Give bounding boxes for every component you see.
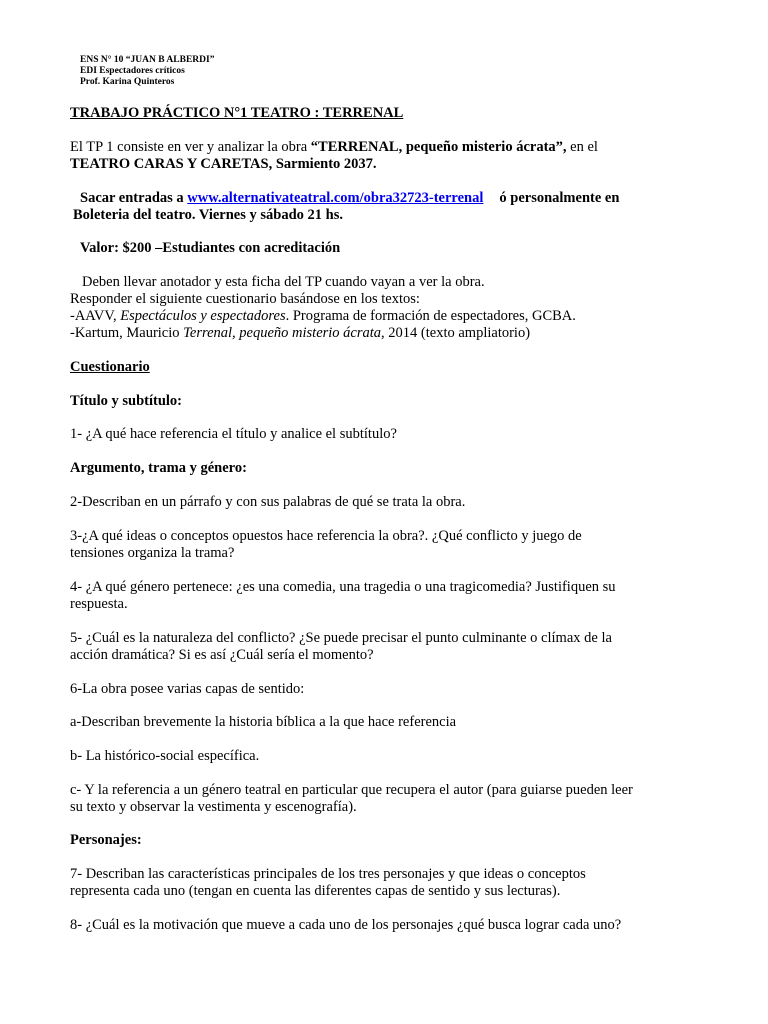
reference-1 [70, 308, 708, 325]
section-title-subtitle: Título y subtítulo: [70, 393, 182, 409]
question-6b: b- La histórico-social específica. [70, 748, 260, 764]
header-teacher: Prof. Karina Quinteros [80, 77, 175, 87]
question-7-line-2: representa cada uno (tengan en cuenta las diferentes capas de sentido y sus lecturas). [70, 883, 561, 899]
question-5-line-1: 5- ¿Cuál es la naturaleza del conflicto? ¿Se puede precisar el punto culminante o clímax de la [70, 630, 612, 646]
question-3-line-2: tensiones organiza la trama? [70, 545, 235, 561]
tickets-prefix: Sacar entradas a [80, 190, 188, 206]
section-characters: Personajes: [70, 832, 142, 848]
question-6c-line-1: c- Y la referencia a un género teatral en particular que recupera el autor (para guiarse pueden leer [70, 782, 633, 798]
tickets-line-2: Boleteria del teatro. Viernes y sábado 21 hs. [73, 207, 343, 223]
question-8: 8- ¿Cuál es la motivación que mueve a cada uno de los personajes ¿qué busca lograr cada uno? [70, 917, 622, 933]
questionnaire-heading: Cuestionario [70, 359, 150, 375]
intro-line-1 [70, 139, 708, 156]
tickets-line-1 [80, 190, 708, 207]
question-6a: a-Describan brevemente la historia bíblica a la que hace referencia [70, 714, 457, 730]
instructions-line-1: Deben llevar anotador y esta ficha del TP cuando vayan a ver la obra. [82, 274, 485, 290]
question-4-line-2: respuesta. [70, 596, 128, 612]
intro-work-title: “TERRENAL, pequeño misterio ácrata”, [310, 139, 567, 155]
reference-1-title: Espectáculos y espectadores [120, 308, 286, 324]
price-info: Valor: $200 –Estudiantes con acreditación [80, 240, 341, 256]
question-7-line-1: 7- Describan las características principales de los tres personajes y que ideas o conceptos [70, 866, 586, 882]
reference-2-title: Terrenal, pequeño misterio ácrata [183, 325, 382, 341]
instructions-line-2: Responder el siguiente cuestionario basándose en los textos: [70, 291, 420, 307]
question-1: 1- ¿A qué hace referencia el título y analice el subtítulo? [70, 426, 397, 442]
reference-2-detail: , 2014 (texto ampliatorio) [381, 325, 531, 341]
question-6c-line-2: su texto y observar la vestimenta y escenografía). [70, 799, 357, 815]
reference-1-author: -AAVV, [70, 308, 121, 324]
header-course: EDI Espectadores críticos [80, 66, 185, 76]
header-school: ENS N° 10 “JUAN B ALBERDI” [80, 55, 215, 65]
section-argument: Argumento, trama y género: [70, 460, 247, 476]
document-title: TRABAJO PRÁCTICO N°1 TEATRO : TERRENAL [70, 105, 404, 121]
reference-2 [70, 325, 708, 342]
question-2: 2-Describan en un párrafo y con sus palabras de qué se trata la obra. [70, 494, 466, 510]
reference-2-author: -Kartum, Mauricio [70, 325, 184, 341]
intro-text-end: en el [566, 139, 598, 155]
tickets-suffix: ó personalmente en [499, 190, 620, 206]
intro-theater: TEATRO CARAS Y CARETAS, Sarmiento 2037. [70, 156, 377, 172]
reference-1-detail: . Programa de formación de espectadores, GCBA. [285, 308, 576, 324]
question-4-line-1: 4- ¿A qué género pertenece: ¿es una comedia, una tragedia o una tragicomedia? Justifiquen su [70, 579, 616, 595]
question-3-line-1: 3-¿A qué ideas o conceptos opuestos hace referencia la obra?. ¿Qué conflicto y juego de [70, 528, 582, 544]
intro-text: El TP 1 consiste en ver y analizar la obra [70, 139, 311, 155]
question-5-line-2: acción dramática? Si es así ¿Cuál sería el momento? [70, 647, 374, 663]
tickets-link[interactable]: www.alternativateatral.com/obra32723-terrenal [187, 190, 484, 206]
question-6: 6-La obra posee varias capas de sentido: [70, 681, 305, 697]
